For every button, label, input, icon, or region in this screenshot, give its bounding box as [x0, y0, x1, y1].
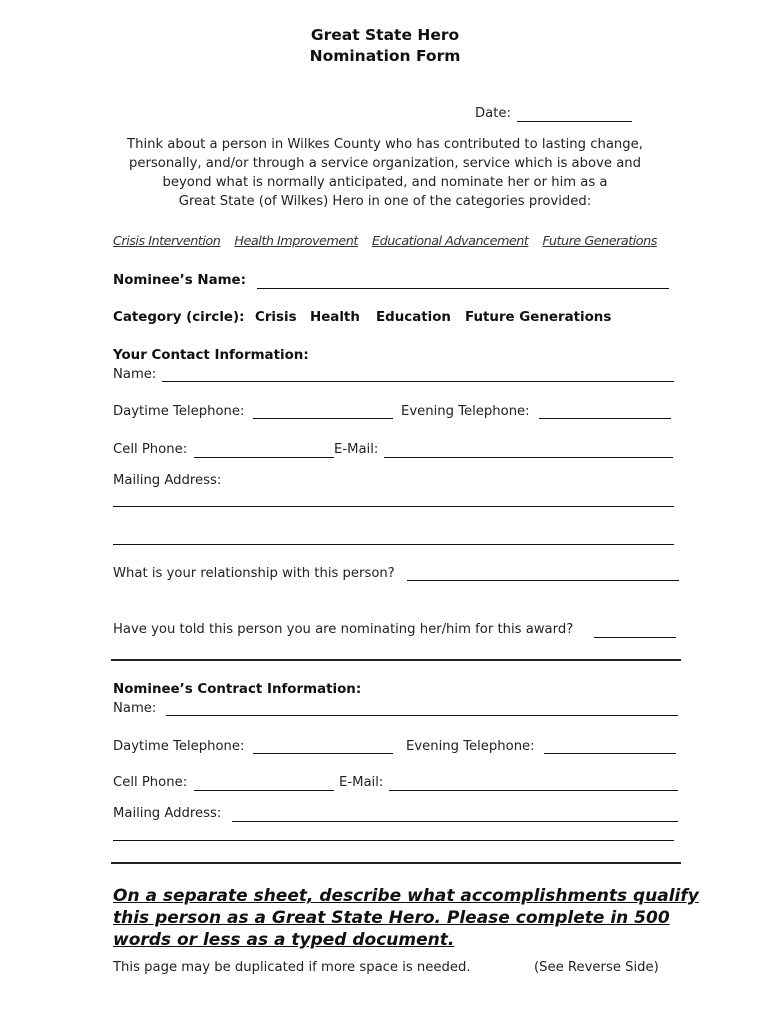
nominee-daytime-phone-label: Daytime Telephone: [113, 739, 245, 754]
nominee-name-label: Nominee’s Name: [113, 273, 246, 288]
category-crisis-intervention: Crisis Intervention [113, 234, 221, 249]
your-evening-phone-field[interactable] [539, 418, 671, 419]
nominee-contact-heading: Nominee’s Contract Information: [113, 682, 362, 697]
intro-line-2: personally, and/or through a service organization, service which is above and [128, 156, 642, 171]
essay-instruction: On a separate sheet, describe what accomplishments qualify this person as a Great State Hero. Please complete in 500 words or less as a typed document. [113, 886, 699, 950]
date-label: Date: [475, 106, 511, 121]
relationship-label: What is your relationship with this person? [113, 566, 395, 581]
your-daytime-phone-field[interactable] [253, 418, 393, 419]
category-option-health[interactable]: Health [310, 310, 360, 325]
your-cell-phone-field[interactable] [194, 457, 334, 458]
duplicate-note: This page may be duplicated if more space is needed. [113, 960, 471, 975]
nominee-name-field[interactable] [257, 288, 669, 289]
your-name-field[interactable] [162, 381, 674, 382]
your-mailing-address-line-2[interactable] [113, 544, 674, 545]
nominee-mailing-address-label: Mailing Address: [113, 806, 222, 821]
your-email-field[interactable] [384, 457, 673, 458]
nominee-name-label-2: Name: [113, 701, 157, 716]
intro-line-3: beyond what is normally anticipated, and nominate her or him as a [162, 175, 608, 190]
told-nominee-label: Have you told this person you are nominating her/him for this award? [113, 622, 574, 637]
your-mailing-address-line-1[interactable] [113, 506, 674, 507]
your-email-label: E-Mail: [334, 442, 379, 457]
nominee-cell-phone-label: Cell Phone: [113, 775, 188, 790]
your-evening-phone-label: Evening Telephone: [401, 404, 530, 419]
form-title-line1: Great State Hero [310, 26, 460, 44]
form-title-line2: Nomination Form [309, 47, 461, 65]
nominee-evening-phone-field[interactable] [544, 753, 676, 754]
your-cell-phone-label: Cell Phone: [113, 442, 188, 457]
category-future-generations: Future Generations [542, 234, 657, 249]
nominee-cell-phone-field[interactable] [194, 790, 334, 791]
category-option-crisis[interactable]: Crisis [255, 310, 297, 325]
your-contact-heading: Your Contact Information: [113, 348, 309, 363]
nominee-mailing-address-line-2[interactable] [113, 840, 674, 841]
your-mailing-address-label: Mailing Address: [113, 473, 222, 488]
your-daytime-phone-label: Daytime Telephone: [113, 404, 245, 419]
told-nominee-field[interactable] [594, 637, 676, 638]
nominee-daytime-phone-field[interactable] [253, 753, 393, 754]
nominee-evening-phone-label: Evening Telephone: [406, 739, 535, 754]
nominee-mailing-address-line-1[interactable] [232, 821, 678, 822]
category-circle-label: Category (circle): [113, 310, 245, 325]
nominee-email-label: E-Mail: [339, 775, 384, 790]
relationship-field[interactable] [407, 580, 679, 581]
your-name-label: Name: [113, 367, 157, 382]
category-option-education[interactable]: Education [376, 310, 451, 325]
category-health-improvement: Health Improvement [234, 234, 358, 249]
intro-line-4: Great State (of Wilkes) Hero in one of the categories provided: [178, 194, 592, 209]
nominee-name-field-2[interactable] [166, 715, 678, 716]
category-option-future-generations[interactable]: Future Generations [465, 310, 612, 325]
section-divider-2 [111, 862, 681, 864]
date-field[interactable] [517, 121, 632, 122]
category-educational-advancement: Educational Advancement [371, 234, 529, 249]
section-divider-1 [111, 659, 681, 661]
reverse-side-note: (See Reverse Side) [534, 960, 659, 975]
intro-line-1: Think about a person in Wilkes County who has contributed to lasting change, [127, 137, 643, 152]
nominee-email-field[interactable] [389, 790, 678, 791]
category-list [113, 230, 666, 249]
